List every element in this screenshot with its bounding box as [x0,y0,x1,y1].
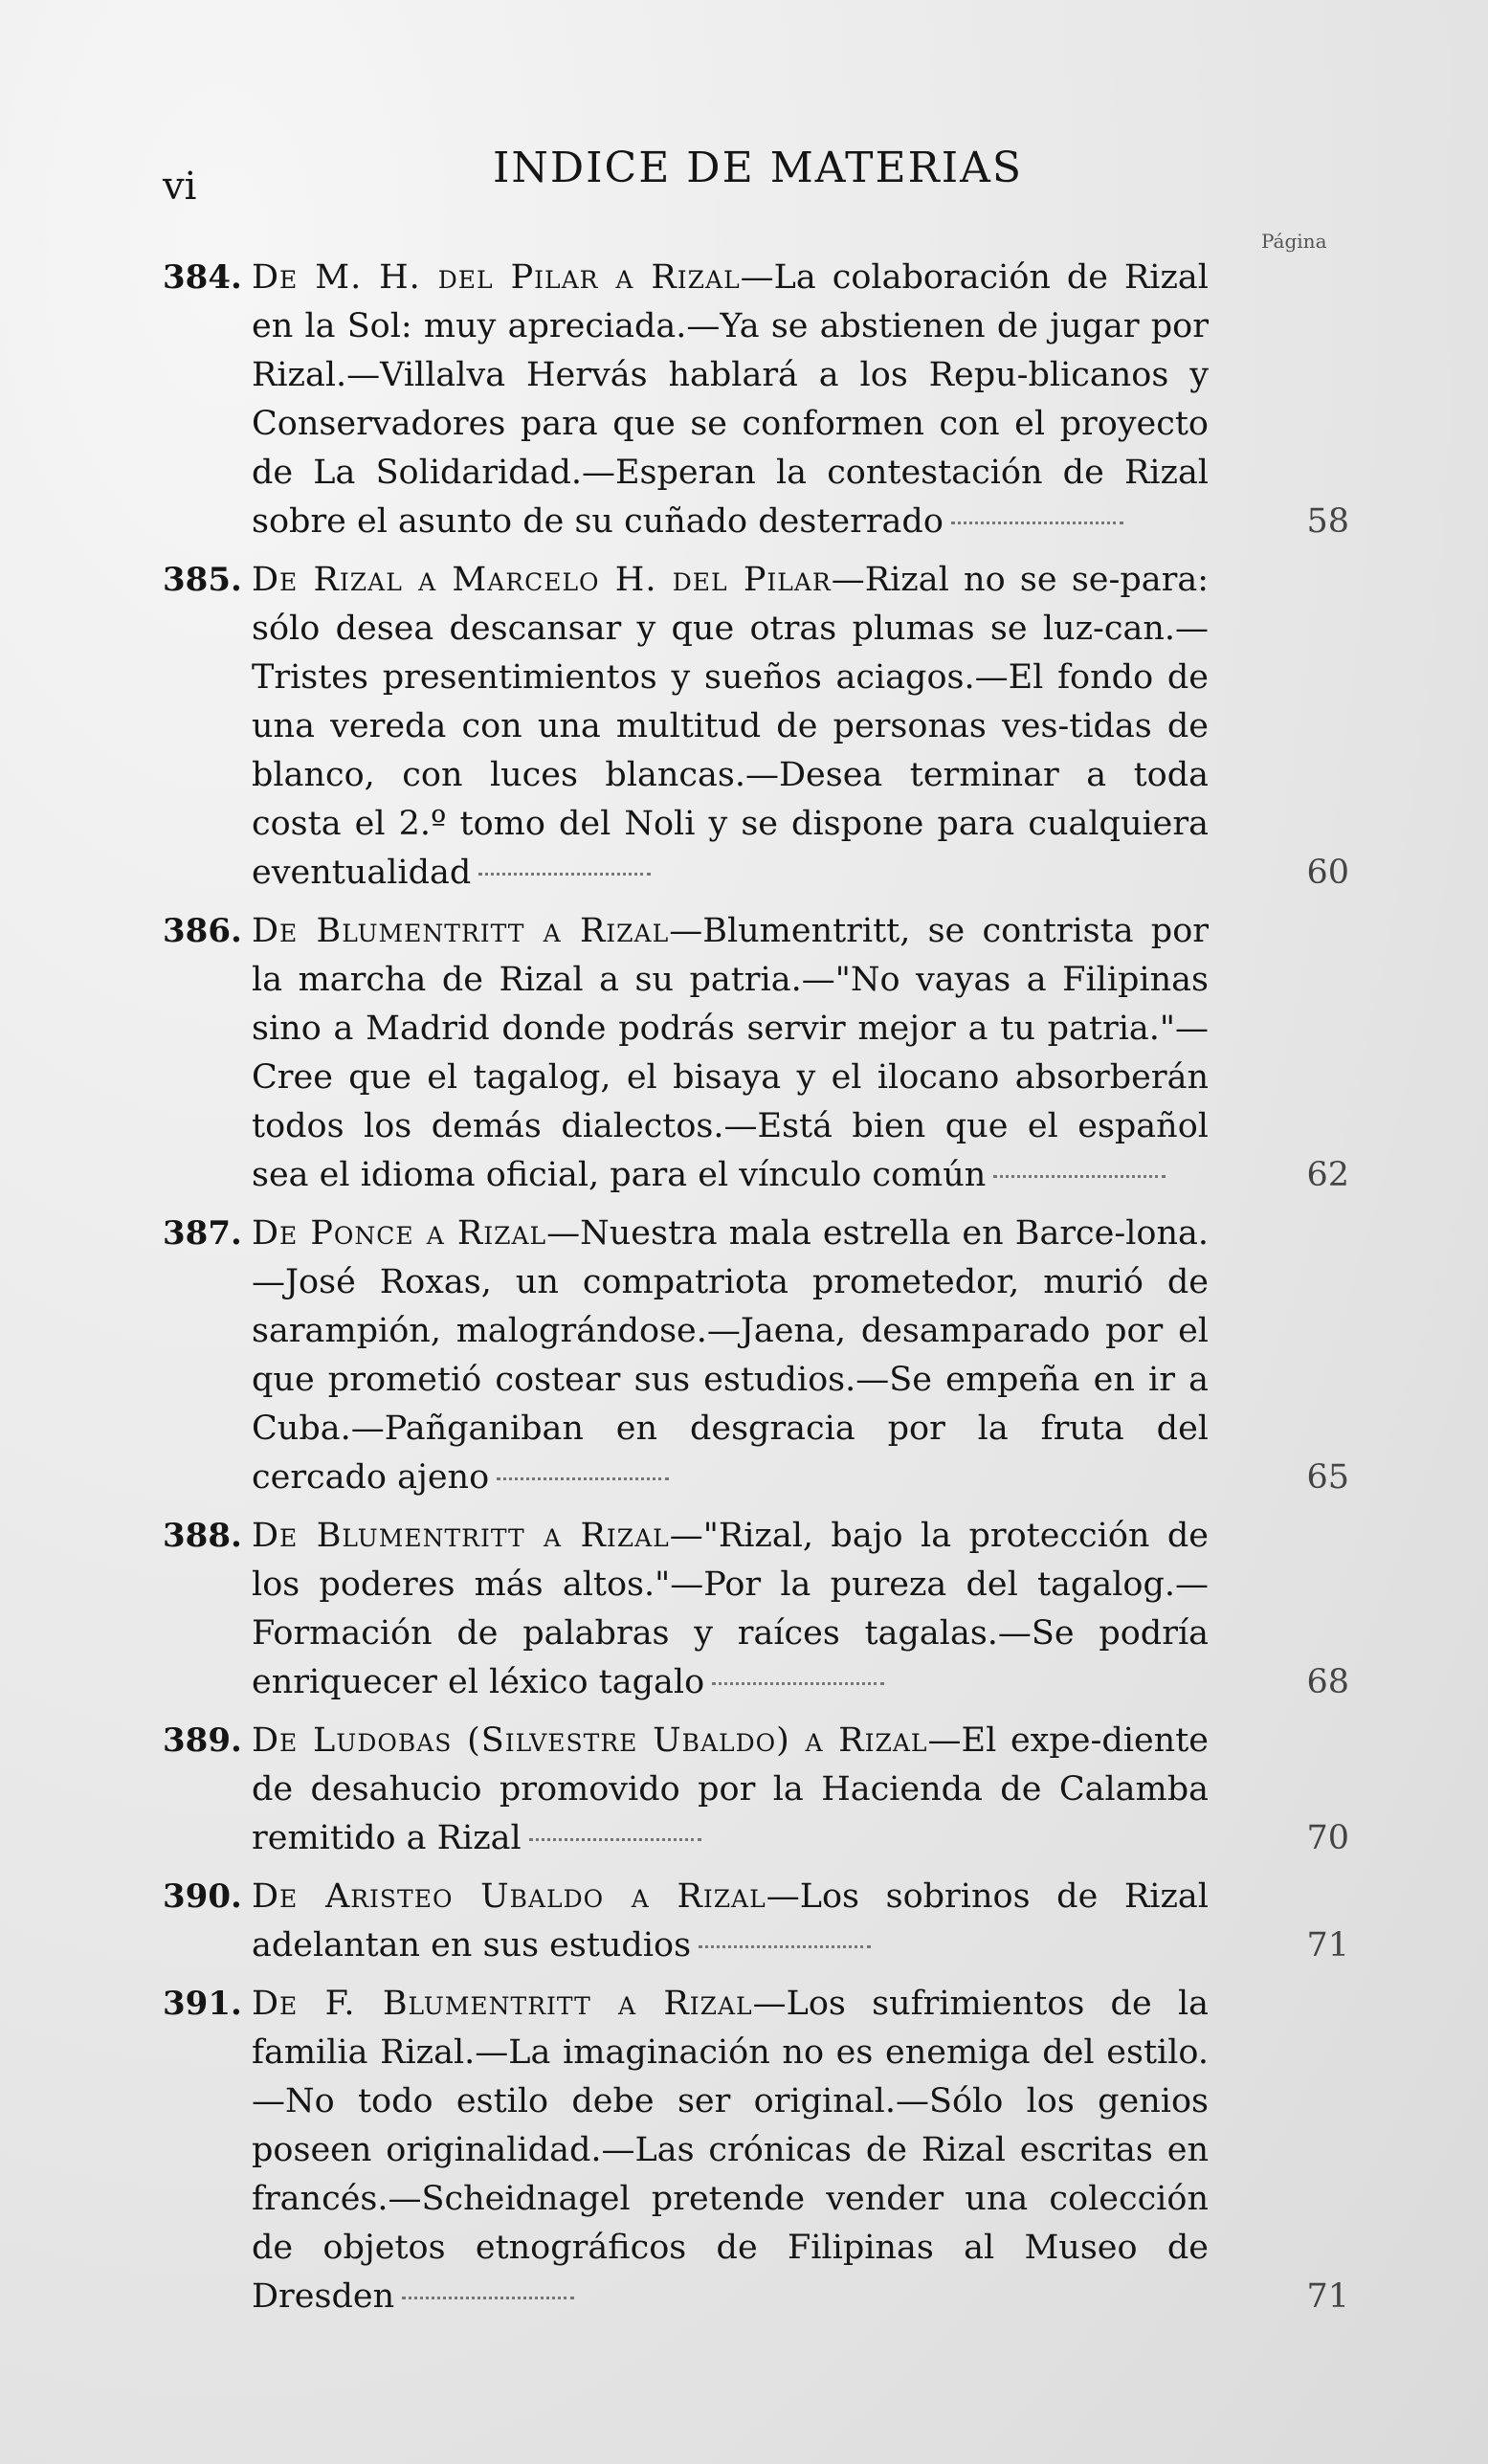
table-of-contents [163,254,1349,2331]
entry-summary: —"Rizal, bajo la protección de los poderes más altos."—Por la pureza del tagalog.—Formación de palabras y raíces tagalas.—Se podría enriquecer el léxico tagalo [252,1517,1209,1701]
entry-body [252,1717,1209,1863]
toc-entry-386 [163,907,1349,1200]
dot-leader [497,1477,669,1480]
entry-page-number: 60 [1306,854,1349,892]
entry-title: De F. Blumentritt a Rizal [252,1985,753,2023]
toc-entry-387 [163,1210,1349,1502]
entry-title: De Blumentritt a Rizal [252,912,670,950]
entry-number: 391. [163,1985,242,2023]
entry-number: 387. [163,1214,242,1253]
entry-page-number: 65 [1306,1458,1349,1497]
entry-title: De M. H. del Pilar a Rizal [252,258,741,297]
entry-title: De Aristeo Ubaldo a Rizal [252,1877,766,1916]
entry-page-number: 68 [1306,1663,1349,1701]
dot-leader [402,2297,574,2299]
entry-page-number: 71 [1306,1926,1349,1965]
entry-title: De Blumentritt a Rizal [252,1517,670,1555]
toc-entry-385 [163,556,1349,898]
entry-page-number: 58 [1306,502,1349,541]
toc-entry-391 [163,1980,1349,2321]
entry-body [252,1873,1209,1970]
entry-page-number: 62 [1306,1156,1349,1194]
dot-leader [712,1682,884,1685]
entry-summary: —Rizal no se se-para: sólo desea descansar y que otras plumas se luz-can.—Tristes presentimientos y sueños aciagos.—El fondo de una vereda con una multitud de personas ves-tidas de blanco, con luces blancas.—Desea terminar a toda costa el 2.º tomo del Noli y se dispone para cualquiera eventualidad [252,561,1209,892]
entry-number: 385. [163,561,242,599]
toc-entry-384 [163,254,1349,546]
entry-page-number: 71 [1306,2277,1349,2316]
page-column-label: Página [1261,230,1327,253]
dot-leader [993,1175,1166,1178]
entry-title: De Ponce a Rizal [252,1214,547,1253]
entry-number: 384. [163,258,242,297]
entry-number: 389. [163,1721,242,1760]
entry-body [252,1980,1209,2321]
dot-leader [529,1838,701,1841]
entry-summary: —La colaboración de Rizal en la Sol: muy apreciada.—Ya se abstienen de jugar por Rizal.—Villalva Hervás hablará a los Repu-blicanos y Conservadores para que se conformen con el proyecto de La Solidaridad.—Esperan la contestación de Rizal sobre el asunto de su cuñado desterrado [252,258,1209,541]
entry-summary: —Nuestra mala estrella en Barce-lona.—José Roxas, un compatriota prometedor, murió de sarampión, malográndose.—Jaena, desamparado por el que prometió costear sus estudios.—Se empeña en ir a Cuba.—Pañganiban en desgracia por la fruta del cercado ajeno [252,1214,1209,1497]
toc-entry-390 [163,1873,1349,1970]
page-folio: vi [163,165,197,209]
entry-page-number: 70 [1306,1819,1349,1857]
entry-summary: —Los sobrinos de Rizal adelantan en sus estudios [252,1877,1209,1965]
entry-number: 390. [163,1877,242,1916]
entry-summary: —El expe-diente de desahucio promovido por la Hacienda de Calamba remitido a Rizal [252,1721,1209,1857]
running-title: INDICE DE MATERIAS [493,144,1024,192]
entry-body [252,1512,1209,1707]
entry-title: De Ludobas (Silvestre Ubaldo) a Rizal [252,1721,928,1760]
toc-entry-388 [163,1512,1349,1707]
dot-leader [478,873,651,876]
toc-entry-389 [163,1717,1349,1863]
entry-body [252,1210,1209,1502]
entry-body [252,907,1209,1200]
entry-number: 386. [163,912,242,950]
entry-summary: —Blumentritt, se contrista por la marcha de Rizal a su patria.—"No vayas a Filipinas sino a Madrid donde podrás servir mejor a tu patria."—Cree que el tagalog, el bisaya y el ilocano absorberán todos los demás dialectos.—Está bien que el español sea el idioma oficial, para el vínculo común [252,912,1209,1194]
entry-body [252,254,1209,546]
entry-title: De Rizal a Marcelo H. del Pilar [252,561,832,599]
dot-leader [699,1945,871,1948]
entry-number: 388. [163,1517,242,1555]
entry-body [252,556,1209,898]
entry-summary: —Los sufrimientos de la familia Rizal.—La imaginación no es enemiga del estilo.—No todo estilo debe ser original.—Sólo los genios poseen originalidad.—Las crónicas de Rizal escritas en francés.—Scheidnagel pretende vender una colección de objetos etnográficos de Filipinas al Museo de Dresden [252,1985,1209,2316]
dot-leader [951,522,1123,524]
